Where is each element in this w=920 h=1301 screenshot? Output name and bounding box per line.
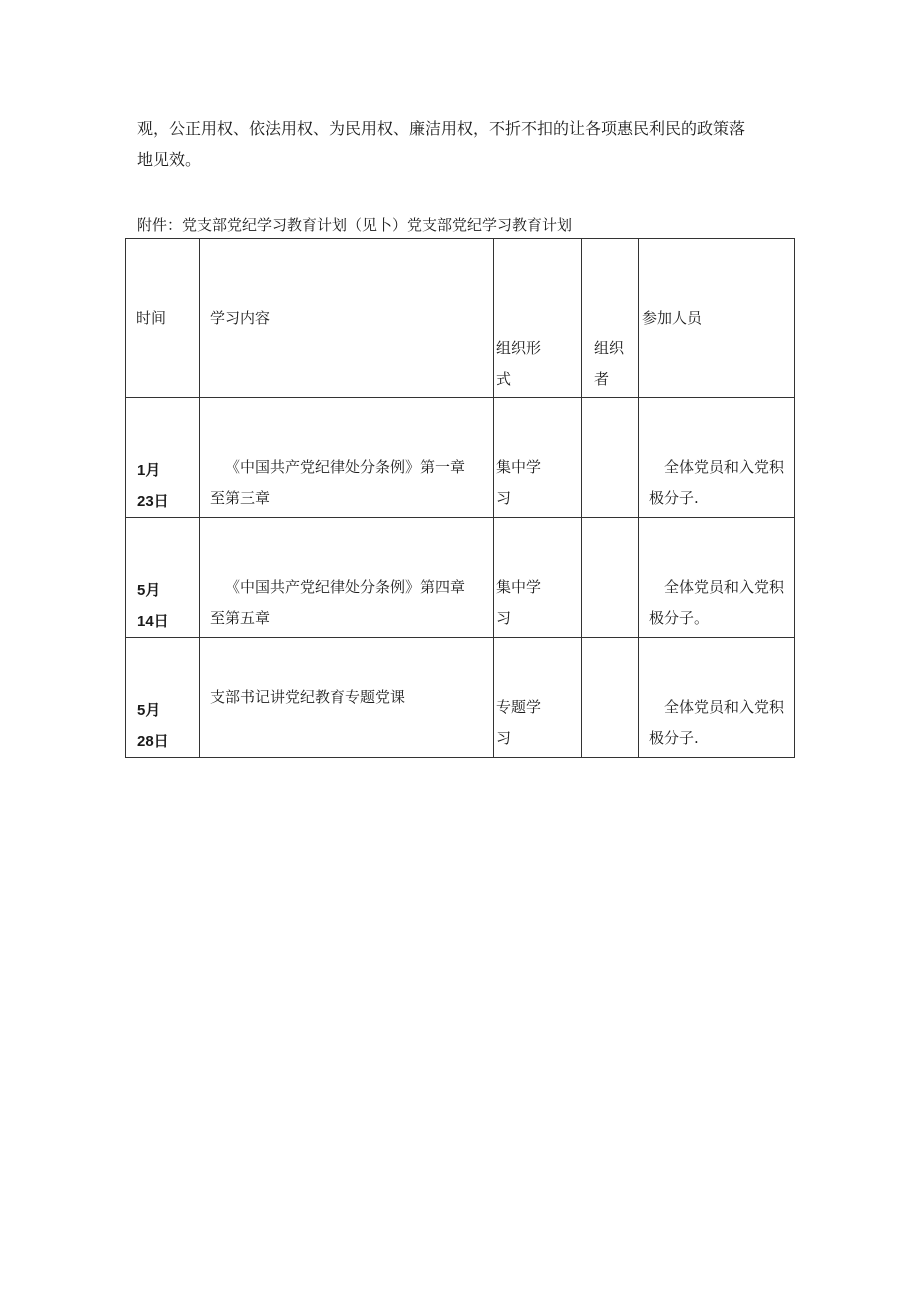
header-organizer-label [594,333,636,395]
row-time-line-2: 28日 [137,733,169,750]
row-time [137,695,197,757]
row-organizer-cell [582,398,639,518]
row-content-cell [200,638,494,758]
row-form-cell [494,518,582,638]
row-content [210,682,491,713]
row-participants-line-2: 极分子. [649,729,699,747]
row-time-line-2: 23日 [137,493,169,510]
row-form [496,452,579,514]
row-content-line-1: 《中国共产党纪律处分条例》第四章 [225,578,466,596]
header-time [126,239,200,398]
table-caption: 附件：党支部党纪学习教育计划（见卜）党支部党纪学习教育计划 [137,216,573,234]
body-paragraph [137,113,797,175]
row-content [210,452,491,514]
header-form-line-2: 式 [496,370,512,388]
row-time-cell [126,518,200,638]
row-content-line-2: 至第三章 [210,489,271,507]
row-participants-cell [639,398,795,518]
row-form-line-1: 集中学 [496,458,542,476]
row-form-cell [494,398,582,518]
row-form-line-2: 习 [496,729,512,747]
paragraph-line-1: 观，公正用权、依法用权、为民用权、廉洁用权，不折不扣的让各项惠民利民的政策落 [137,119,746,138]
header-content [200,239,494,398]
row-time-line-2: 14日 [137,613,169,630]
row-form-line-1: 专题学 [496,698,542,716]
header-organizer [582,239,639,398]
row-participants [649,692,792,754]
row-form-line-2: 习 [496,489,512,507]
row-organizer-cell [582,518,639,638]
row-time-line-1: 1月 [137,462,161,479]
table-row [126,398,795,518]
header-participants [639,239,795,398]
row-participants [649,452,792,514]
row-participants-cell [639,518,795,638]
row-form-line-1: 集中学 [496,578,542,596]
header-form-label [496,333,579,395]
paragraph-line-2: 地见效。 [137,150,202,169]
header-organizer-line-1: 组织 [594,339,625,357]
header-content-label: 学习内容 [210,309,271,327]
row-form [496,572,579,634]
row-content-cell [200,518,494,638]
header-participants-label: 参加人员 [642,309,703,327]
row-form-cell [494,638,582,758]
row-participants-cell [639,638,795,758]
row-form [496,692,579,754]
row-participants [649,572,792,634]
row-participants-line-1: 全体党员和入党积 [664,698,785,716]
row-form-line-2: 习 [496,609,512,627]
study-plan-table [125,238,795,758]
table-row [126,638,795,758]
row-participants-line-2: 极分子。 [649,609,710,627]
header-form-line-1: 组织形 [496,339,542,357]
row-content-line-1: 《中国共产党纪律处分条例》第一章 [225,458,466,476]
header-time-label: 时间 [136,309,167,327]
row-time-cell [126,638,200,758]
row-organizer-cell [582,638,639,758]
header-form [494,239,582,398]
row-content-cell [200,398,494,518]
row-participants-line-1: 全体党员和入党积 [664,458,785,476]
row-time [137,455,197,517]
row-content [210,572,491,634]
row-time-line-1: 5月 [137,582,161,599]
row-content-line-1: 支部书记讲党纪教育专题党课 [210,688,406,706]
row-participants-line-1: 全体党员和入党积 [664,578,785,596]
row-time-cell [126,398,200,518]
table-header-row [126,239,795,398]
header-organizer-line-2: 者 [594,370,610,388]
row-time-line-1: 5月 [137,702,161,719]
row-participants-line-2: 极分子. [649,489,699,507]
table-row [126,518,795,638]
row-time [137,575,197,637]
row-content-line-2: 至第五章 [210,609,271,627]
